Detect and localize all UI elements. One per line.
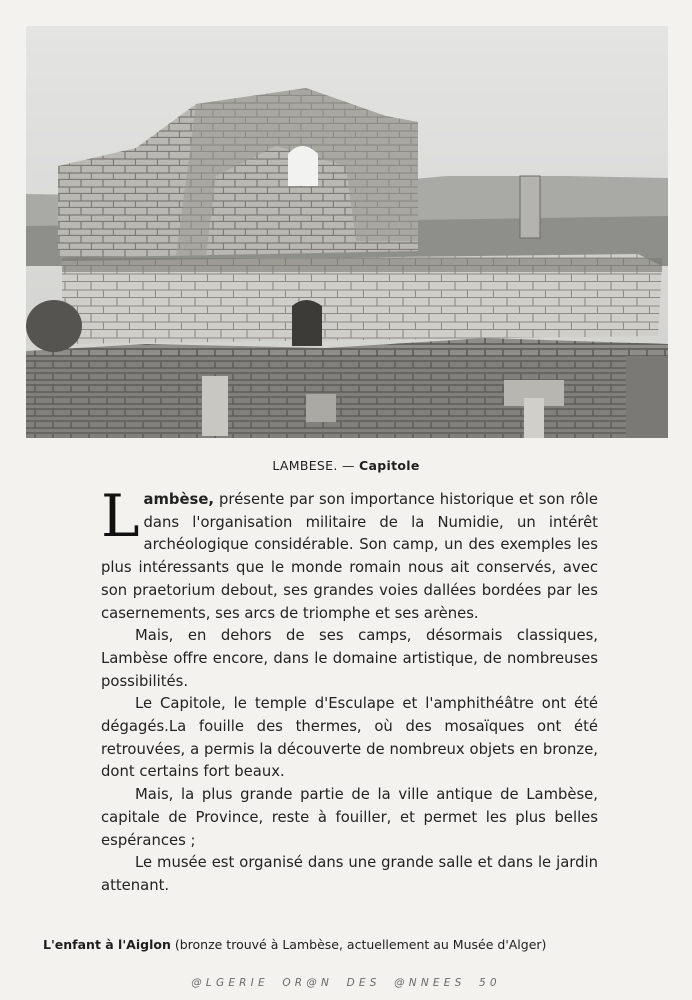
footer-title: L'enfant à l'Aiglon: [43, 937, 171, 952]
watermark: @LGERIE OR@N DES @NNEES 50: [191, 977, 501, 989]
paragraph-1: [101, 482, 598, 625]
caption-dash: —: [341, 458, 355, 473]
lead-word: ambèse,: [143, 491, 215, 508]
caption-subject: Capitole: [359, 458, 420, 473]
paragraph-1-text: présente par son importance historique et son rôle dans l'organisation militaire de la Numidie, un intérêt archéologique considérable. Son camp, un des exemples les plus intéressants que le monde romain nous ait conservés, avec son praetorium debout, ses grandes voies dallées bordées par les casernements, ses arcs de triomphe et ses arènes.: [101, 491, 598, 622]
drop-cap: L: [101, 482, 140, 550]
footer-note: (bronze trouvé à Lambèse, actuellement au Musée d'Alger): [170, 937, 547, 952]
paragraph-4: Mais, la plus grande partie de la ville antique de Lambèse, capitale de Province, reste à fouiller, et permet les plus belles espérances ;: [101, 786, 598, 849]
footer-caption: [43, 937, 546, 952]
paragraph-3: Le Capitole, le temple d'Esculape et l'amphithéâtre ont été dégagés.La fouille des thermes, où des mosaïques ont été retrouvées, a permis la découverte de nombreux objets en bronze, dont certains fort beaux.: [101, 695, 598, 781]
photo-caption: [0, 458, 692, 473]
paragraph-2: Mais, en dehors de ses camps, désormais classiques, Lambèse offre encore, dans le domaine artistique, de nombreuses possibilités.: [101, 627, 598, 690]
ruins-photo: [26, 26, 668, 438]
paragraph-5: Le musée est organisé dans une grande salle et dans le jardin attenant.: [101, 854, 598, 894]
article-body: [101, 482, 598, 898]
caption-place: LAMBESE.: [272, 458, 338, 473]
